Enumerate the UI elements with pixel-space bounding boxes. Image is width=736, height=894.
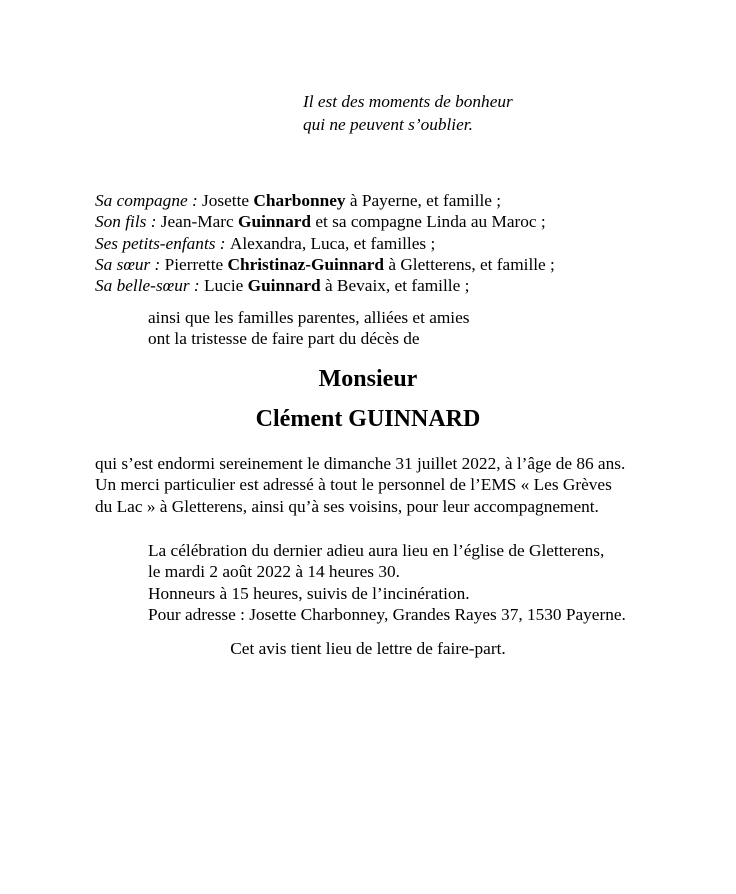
text-line: Un merci particulier est adressé à tout le personnel de l’EMS « Les Grèves	[95, 475, 612, 495]
epigraph	[303, 90, 513, 136]
text-segment: Guinnard	[247, 276, 321, 296]
closing-line: Cet avis tient lieu de lettre de faire-part.	[230, 639, 506, 658]
text-line	[95, 233, 555, 254]
text-line: Il est des moments de bonheur	[303, 92, 513, 111]
text-segment: à Payerne, et famille ;	[345, 191, 502, 210]
text-line: du Lac » à Gletterens, ainsi qu’à ses voisins, pour leur accompagnement.	[95, 496, 599, 516]
deceased-name: Clément GUINNARD	[255, 406, 481, 432]
family-list	[95, 190, 555, 296]
intro-text	[148, 307, 470, 350]
text-line	[95, 275, 555, 296]
text-segment: Sa compagne :	[95, 191, 203, 210]
text-line: qui ne peuvent s’oublier.	[303, 115, 473, 134]
text-segment: Ses petits-enfants :	[95, 233, 230, 253]
text-segment: Sa belle-sœur :	[95, 276, 204, 296]
text-segment: Guinnard	[238, 212, 312, 232]
text-line: La célébration du dernier adieu aura lieu en l’église de Gletterens,	[148, 541, 605, 560]
text-line	[95, 254, 555, 275]
text-line: le mardi 2 août 2022 à 14 heures 30.	[148, 562, 400, 582]
text-line	[95, 190, 555, 211]
text-segment: Lucie	[203, 276, 248, 296]
text-segment: Alexandra, Luca, et familles ;	[229, 233, 436, 253]
death-details	[95, 453, 625, 517]
text-segment: Sa sœur :	[95, 254, 165, 274]
text-segment: Son fils :	[95, 212, 161, 232]
text-line: ont la tristesse de faire part du décès de	[148, 329, 420, 349]
text-line: qui s’est endormi sereinement le dimanche 31 juillet 2022, à l’âge de 86 ans.	[95, 454, 626, 473]
deceased-title: Monsieur	[318, 366, 418, 392]
text-segment: Charbonney	[253, 191, 346, 210]
text-segment: à Gletterens, et famille ;	[384, 254, 555, 274]
ceremony-details	[148, 540, 626, 625]
text-segment: et sa compagne Linda au Maroc ;	[311, 212, 546, 232]
text-segment: à Bevaix, et famille ;	[320, 276, 470, 296]
text-segment: Josette	[202, 191, 254, 210]
text-line: Honneurs à 15 heures, suivis de l’incinération.	[148, 583, 470, 603]
text-line: ainsi que les familles parentes, alliées et amies	[148, 308, 470, 327]
text-segment: Jean-Marc	[160, 212, 239, 232]
text-line	[95, 211, 555, 232]
text-segment: Christinaz-Guinnard	[227, 254, 385, 274]
text-segment: Pierrette	[164, 254, 228, 274]
text-line: Pour adresse : Josette Charbonney, Grandes Rayes 37, 1530 Payerne.	[148, 604, 626, 624]
